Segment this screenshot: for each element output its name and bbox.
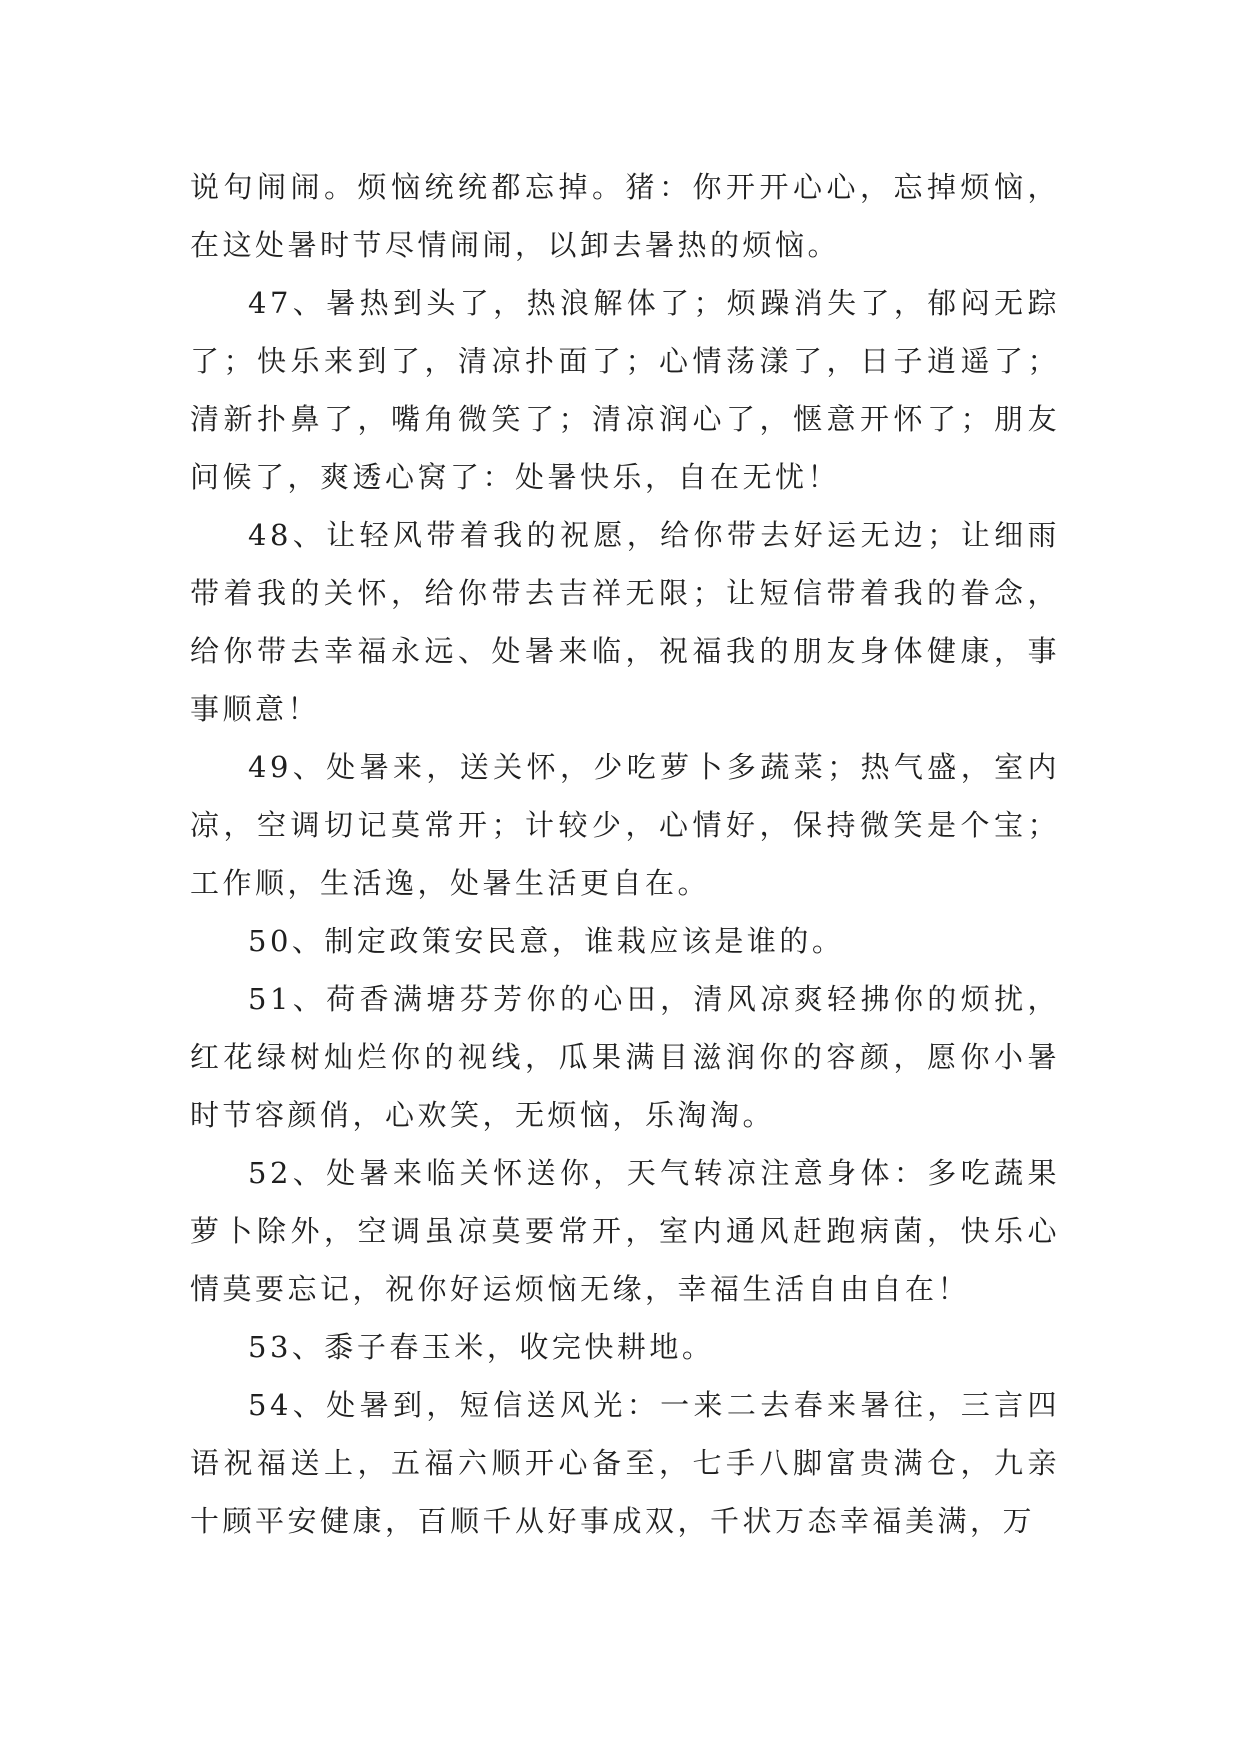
paragraph-52: 52、处暑来临关怀送你，天气转凉注意身体：多吃蔬果萝卜除外，空调虽凉莫要常开，室内通风赶跑病菌，快乐心情莫要忘记，祝你好运烦恼无缘，幸福生活自由自在！ — [190, 1156, 1060, 1306]
paragraph-53: 53、黍子春玉米，收完快耕地。 — [248, 1330, 715, 1364]
paragraph-48: 48、让轻风带着我的祝愿，给你带去好运无边；让细雨带着我的关怀，给你带去吉祥无限；让短信带着我的眷念，给你带去幸福永远、处暑来临，祝福我的朋友身体健康，事事顺意！ — [190, 518, 1060, 726]
paragraph-51: 51、荷香满塘芬芳你的心田，清风凉爽轻拂你的烦扰，红花绿树灿烂你的视线，瓜果满目滋润你的容颜，愿你小暑时节容颜俏，心欢笑，无烦恼，乐淘淘。 — [190, 982, 1060, 1132]
paragraph-46-continuation: 说句闹闹。烦恼统统都忘掉。猪：你开开心心，忘掉烦恼，在这处暑时节尽情闹闹，以卸去暑热的烦恼。 — [190, 170, 1060, 262]
paragraph-50: 50、制定政策安民意，谁栽应该是谁的。 — [248, 924, 845, 958]
paragraph-47: 47、暑热到头了，热浪解体了；烦躁消失了，郁闷无踪了；快乐来到了，清凉扑面了；心情荡漾了，日子逍遥了；清新扑鼻了，嘴角微笑了；清凉润心了，惬意开怀了；朋友问候了，爽透心窝了：处暑快乐，自在无忧！ — [190, 286, 1060, 494]
document-body — [190, 158, 1060, 1550]
paragraph-54: 54、处暑到，短信送风光：一来二去春来暑往，三言四语祝福送上，五福六顺开心备至，七手八脚富贵满仓，九亲十顾平安健康，百顺千从好事成双，千状万态幸福美满，万 — [190, 1388, 1060, 1538]
paragraph-49: 49、处暑来，送关怀，少吃萝卜多蔬菜；热气盛，室内凉，空调切记莫常开；计较少，心情好，保持微笑是个宝；工作顺，生活逸，处暑生活更自在。 — [190, 750, 1060, 900]
